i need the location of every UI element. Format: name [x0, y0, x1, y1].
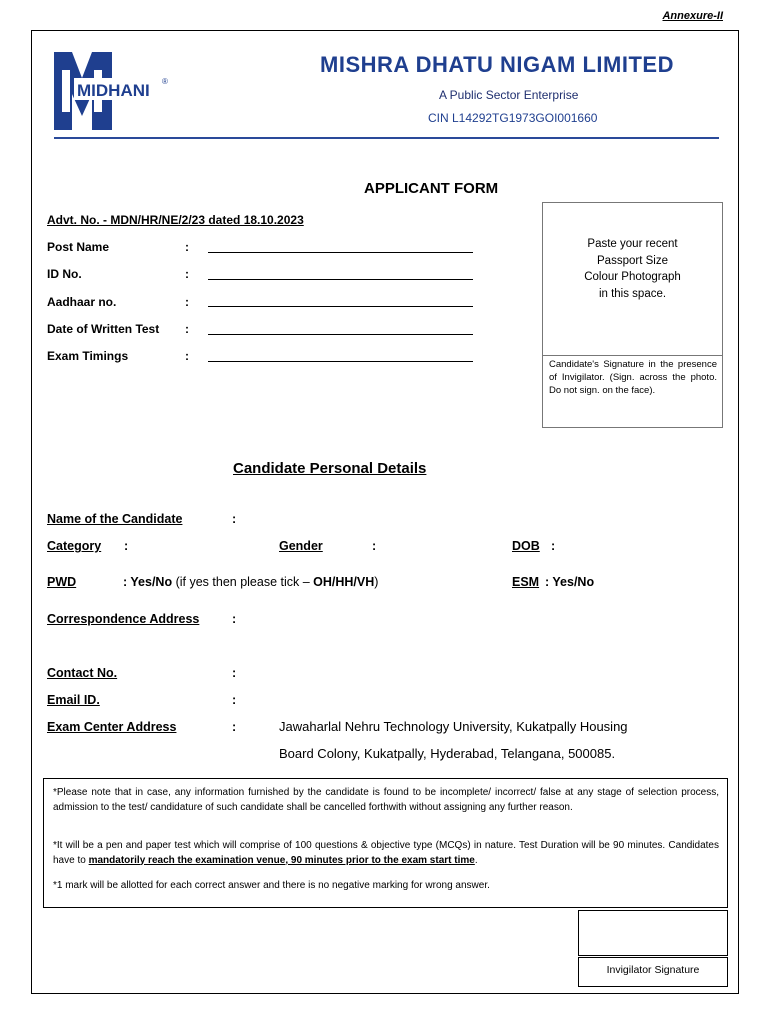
- category-colon: :: [124, 539, 129, 553]
- photo-signature-divider: [543, 355, 722, 356]
- company-cin: CIN L14292TG1973GOI001660: [428, 111, 598, 125]
- candidate-name-colon: :: [232, 512, 237, 526]
- address-colon: :: [232, 612, 237, 626]
- signature-note: Candidate's Signature in the presence of Invigilator. (Sign. across the photo. Do not sign. on the face).: [549, 359, 717, 396]
- company-subtitle: A Public Sector Enterprise: [439, 88, 579, 102]
- email-colon: :: [232, 693, 237, 707]
- company-name: MISHRA DHATU NIGAM LIMITED: [320, 52, 674, 77]
- pwd-value: : Yes/No (if yes then please tick – OH/HH/VH): [123, 575, 379, 589]
- aadhaar-field[interactable]: [208, 306, 473, 307]
- note-information: *Please note that in case, any information furnished by the candidate is found to be incomplete/ incorrect/ false at any stage of selection process, admission to the test/ candidature of such candidate shall be cancelled forthwith without assigning any further reason.: [53, 787, 719, 813]
- exam-center-label: Exam Center Address: [47, 720, 177, 734]
- gender-label: Gender: [279, 539, 323, 553]
- header-divider: [54, 137, 719, 139]
- invigilator-signature-label: Invigilator Signature: [606, 964, 700, 976]
- id-no-colon: :: [185, 267, 189, 281]
- exam-timings-field[interactable]: [208, 361, 473, 362]
- post-name-colon: :: [185, 240, 189, 254]
- aadhaar-colon: :: [185, 295, 189, 309]
- note-test-details: *It will be a pen and paper test which will comprise of 100 questions & objective type (MCQs) in nature. Test Duration will be 90 minutes. Candidates have to mandatorily reach the examination venue, 90 minutes prior to the exam start time.: [53, 840, 719, 866]
- midhani-logo: [52, 50, 177, 137]
- invigilator-signature-box[interactable]: [578, 910, 728, 956]
- id-no-label: ID No.: [47, 267, 82, 281]
- contact-colon: :: [232, 666, 237, 680]
- id-no-field[interactable]: [208, 279, 473, 280]
- exam-center-address-line1: Jawaharlal Nehru Technology University, Kukatpally Housing: [279, 719, 628, 734]
- post-name-label: Post Name: [47, 240, 110, 254]
- address-label: Correspondence Address: [47, 612, 200, 626]
- form-title: APPLICANT FORM: [364, 180, 499, 197]
- esm-label: ESM: [512, 575, 540, 589]
- registered-mark: ®: [162, 77, 168, 86]
- annexure-label: Annexure-II: [662, 10, 723, 22]
- gender-colon: :: [372, 539, 377, 553]
- written-test-date-colon: :: [185, 322, 189, 336]
- category-label: Category: [47, 539, 102, 553]
- candidate-name-label: Name of the Candidate: [47, 512, 183, 526]
- email-label: Email ID.: [47, 693, 100, 707]
- note-marking: *1 mark will be allotted for each correct answer and there is no negative marking for wrong answer.: [53, 880, 490, 891]
- contact-label: Contact No.: [47, 666, 118, 680]
- aadhaar-label: Aadhaar no.: [47, 295, 117, 309]
- written-test-date-field[interactable]: [208, 334, 473, 335]
- pwd-label: PWD: [47, 575, 77, 589]
- exam-center-colon: :: [232, 720, 237, 734]
- logo-text: MIDHANI: [77, 81, 150, 100]
- exam-timings-label: Exam Timings: [47, 349, 129, 363]
- personal-details-title: Candidate Personal Details: [233, 460, 427, 477]
- advertisement-number: Advt. No. - MDN/HR/NE/2/23 dated 18.10.2023: [47, 213, 304, 227]
- exam-timings-colon: :: [185, 349, 189, 363]
- photo-instructions: Paste your recent Passport Size Colour Photograph in this space.: [584, 238, 681, 300]
- post-name-field[interactable]: [208, 252, 473, 253]
- written-test-date-label: Date of Written Test: [47, 322, 160, 336]
- dob-colon: :: [551, 539, 556, 553]
- esm-value: : Yes/No: [545, 575, 595, 589]
- dob-label: DOB: [512, 539, 540, 553]
- exam-center-address-line2: Board Colony, Kukatpally, Hyderabad, Telangana, 500085.: [279, 746, 616, 761]
